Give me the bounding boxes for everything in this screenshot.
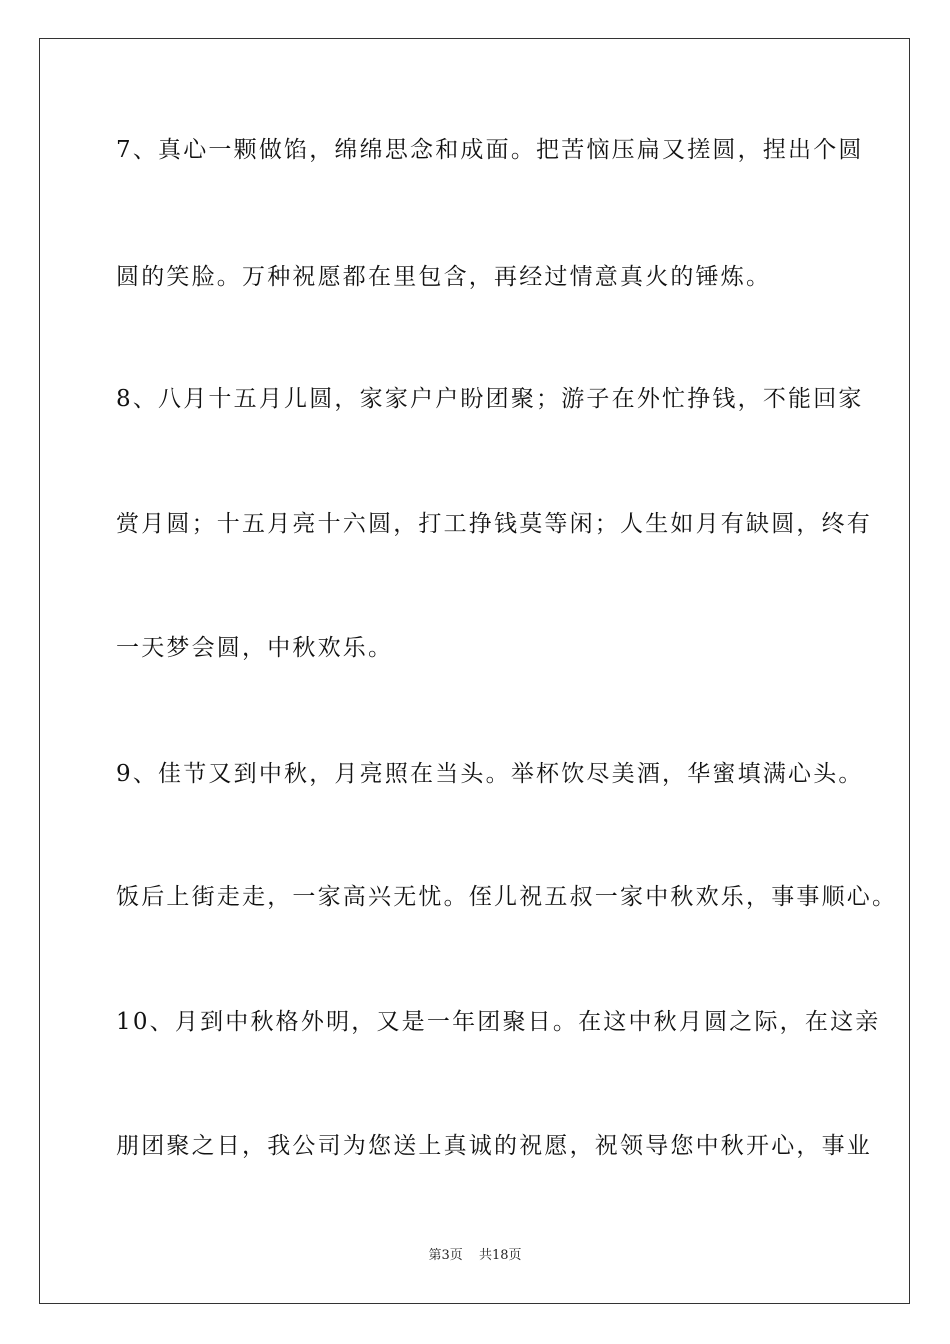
- text-line: 10、月到中秋格外明，又是一年团聚日。在这中秋月圆之际，在这亲: [116, 1009, 881, 1035]
- text-line: 赏月圆；十五月亮十六圆，打工挣钱莫等闲；人生如月有缺圆，终有: [116, 511, 872, 537]
- text-line: 一天梦会圆，中秋欢乐。: [116, 635, 394, 661]
- page-footer: [0, 1246, 950, 1266]
- page-border: [39, 38, 910, 1304]
- text-line: 8、八月十五月儿圆，家家户户盼团聚；游子在外忙挣钱，不能回家: [116, 386, 864, 412]
- page-total: 共18页: [478, 1248, 522, 1263]
- text-line: 9、佳节又到中秋，月亮照在当头。举杯饮尽美酒，华蜜填满心头。: [116, 761, 864, 787]
- text-line: 圆的笑脸。万种祝愿都在里包含，再经过情意真火的锤炼。: [116, 264, 772, 290]
- text-line: 朋团聚之日，我公司为您送上真诚的祝愿，祝领导您中秋开心，事业: [116, 1133, 872, 1159]
- page-number: 第3页: [428, 1248, 463, 1263]
- text-line: 饭后上街走走，一家高兴无忧。侄儿祝五叔一家中秋欢乐，事事顺心。: [116, 884, 898, 910]
- text-line: 7、真心一颗做馅，绵绵思念和成面。把苦恼压扁又搓圆，捏出个圆: [116, 137, 864, 163]
